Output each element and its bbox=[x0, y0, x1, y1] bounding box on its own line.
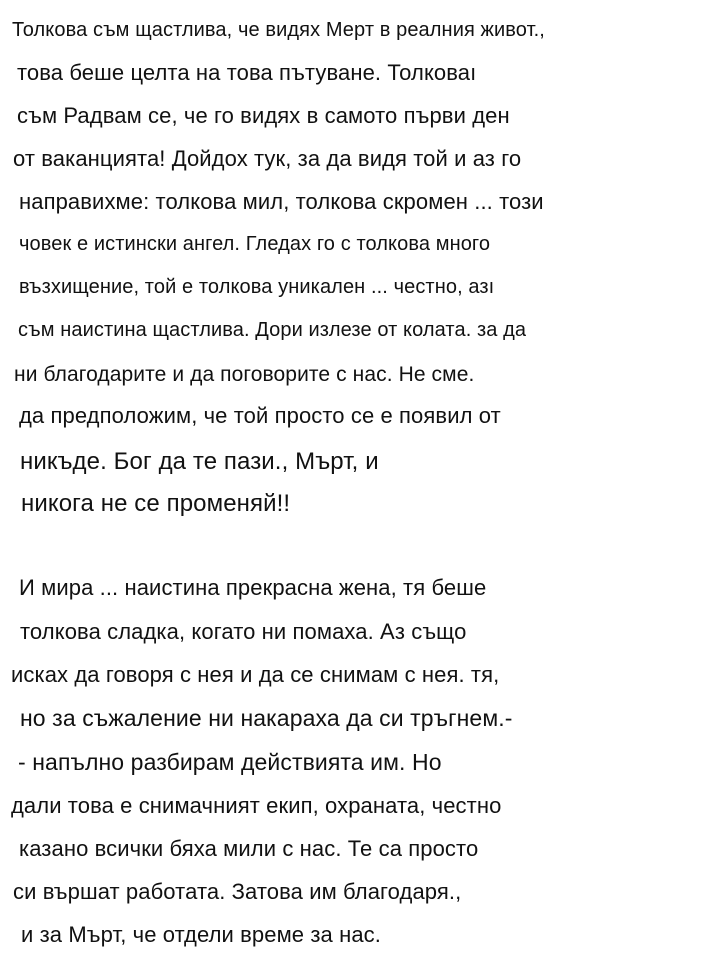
text-line: но за съжаление ни накараха да си тръгнем.- bbox=[20, 705, 513, 731]
text-line: ни благодарите и да поговорите с нас. Не сме. bbox=[14, 363, 475, 386]
text-line: човек е истински ангел. Гледах го с толкова много bbox=[19, 233, 491, 255]
text-line: съм Радвам се, че го видях в самото първи ден bbox=[17, 103, 510, 128]
text-line: никога не се променяй!! bbox=[21, 490, 291, 517]
text-line: възхищение, той е толкова уникален ... честно, азı bbox=[19, 276, 495, 298]
text-line: - напълно разбирам действията им. Но bbox=[18, 749, 442, 775]
text-line: да предположим, че той просто се е появил от bbox=[19, 403, 501, 428]
text-line: това беше целта на това пътуване. Толковаı bbox=[17, 60, 477, 85]
text-line: от ваканцията! Дойдох тук, за да видя той и аз го bbox=[13, 146, 522, 171]
text-line: и за Мърт, че отдели време за нас. bbox=[21, 922, 381, 947]
text-line: И мира ... наистина прекрасна жена, тя беше bbox=[19, 575, 487, 600]
text-line: никъде. Бог да те пази., Мърт, и bbox=[20, 448, 379, 475]
text-line: толкова сладка, когато ни помаха. Аз също bbox=[20, 619, 467, 644]
text-line: дали това е снимачният екип, охраната, честно bbox=[11, 793, 502, 818]
text-line: Толкова съм щастлива, че видях Мерт в реалния живот., bbox=[12, 19, 545, 41]
text-line: исках да говоря с нея и да се снимам с нея. тя, bbox=[11, 662, 500, 687]
text-line: си вършат работата. Затова им благодаря., bbox=[13, 879, 462, 904]
text-line: направихме: толкова мил, толкова скромен ... този bbox=[19, 189, 544, 214]
text-line: съм наистина щастлива. Дори излезе от колата. за да bbox=[18, 319, 527, 341]
text-line: казано всички бяха мили с нас. Те са просто bbox=[19, 836, 479, 861]
